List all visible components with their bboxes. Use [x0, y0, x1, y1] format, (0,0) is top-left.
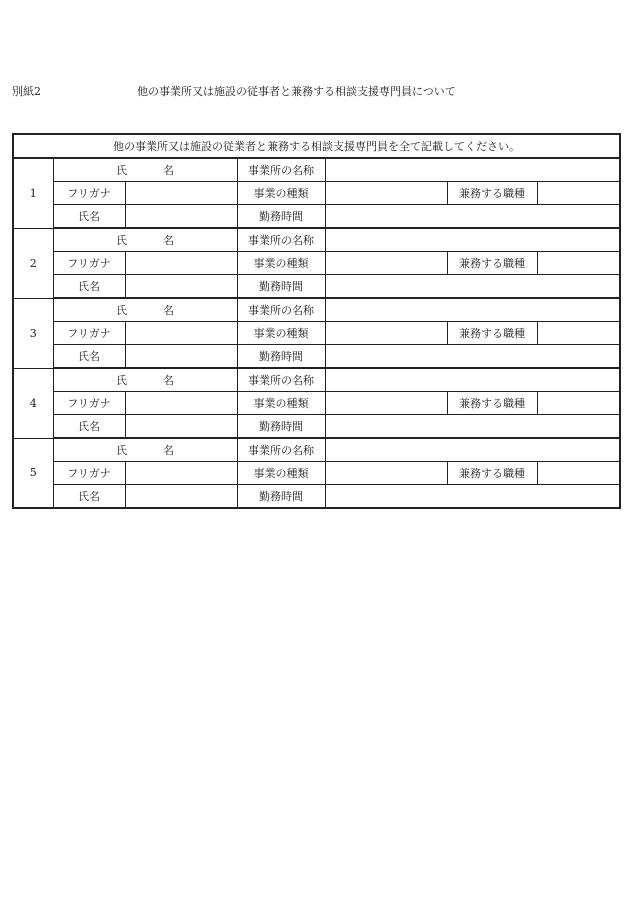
name-header-char-2: 名: [163, 304, 174, 317]
office-name-label: 事業所の名称: [237, 228, 325, 252]
concurrent-job-field[interactable]: [537, 322, 620, 345]
name-header-char-2: 名: [163, 164, 174, 177]
work-hours-label: 勤務時間: [237, 205, 325, 229]
office-name-label: 事業所の名称: [237, 438, 325, 462]
work-hours-field[interactable]: [325, 205, 620, 229]
name-label: 氏名: [53, 275, 125, 299]
concurrent-job-field[interactable]: [537, 252, 620, 275]
table-instruction: 他の事業所又は施設の従業者と兼務する相談支援専門員を全て記載してください。: [13, 134, 620, 158]
name-column-header: [53, 228, 237, 252]
entry-row-name-header: [13, 228, 620, 252]
concurrent-staff-table: [12, 133, 621, 509]
concurrent-job-field[interactable]: [537, 392, 620, 415]
concurrent-job-label: 兼務する職種: [447, 392, 537, 415]
entry-row-name: [13, 205, 620, 229]
business-type-label: 事業の種類: [237, 322, 325, 345]
name-label: 氏名: [53, 205, 125, 229]
furigana-label: フリガナ: [53, 322, 125, 345]
entry-row-name: [13, 345, 620, 369]
entry-row-furigana: [13, 392, 620, 415]
entry-row-furigana: [13, 252, 620, 275]
office-name-field[interactable]: [325, 228, 620, 252]
office-name-label: 事業所の名称: [237, 158, 325, 182]
office-name-label: 事業所の名称: [237, 298, 325, 322]
entry-number: 3: [13, 298, 53, 368]
name-header-char-2: 名: [163, 234, 174, 247]
business-type-field[interactable]: [325, 322, 447, 345]
work-hours-field[interactable]: [325, 485, 620, 509]
name-header-char-2: 名: [163, 374, 174, 387]
name-field[interactable]: [125, 205, 237, 229]
entry-number: 2: [13, 228, 53, 298]
name-header-char-1: 氏: [116, 164, 127, 177]
entry-row-furigana: [13, 322, 620, 345]
entry-row-name-header: [13, 298, 620, 322]
concurrent-job-label: 兼務する職種: [447, 462, 537, 485]
name-label: 氏名: [53, 415, 125, 439]
name-column-header: [53, 158, 237, 182]
entry-row-name-header: [13, 368, 620, 392]
business-type-field[interactable]: [325, 182, 447, 205]
name-header-char-1: 氏: [116, 374, 127, 387]
business-type-label: 事業の種類: [237, 182, 325, 205]
work-hours-label: 勤務時間: [237, 485, 325, 509]
furigana-label: フリガナ: [53, 392, 125, 415]
business-type-label: 事業の種類: [237, 252, 325, 275]
name-column-header: [53, 298, 237, 322]
business-type-field[interactable]: [325, 252, 447, 275]
entry-row-name: [13, 485, 620, 509]
office-name-field[interactable]: [325, 368, 620, 392]
concurrent-job-label: 兼務する職種: [447, 322, 537, 345]
concurrent-job-field[interactable]: [537, 462, 620, 485]
name-header-char-2: 名: [163, 444, 174, 457]
office-name-field[interactable]: [325, 438, 620, 462]
entry-row-name-header: [13, 438, 620, 462]
concurrent-job-label: 兼務する職種: [447, 252, 537, 275]
entry-row-furigana: [13, 462, 620, 485]
entry-row-name: [13, 415, 620, 439]
name-field[interactable]: [125, 485, 237, 509]
furigana-label: フリガナ: [53, 462, 125, 485]
office-name-field[interactable]: [325, 298, 620, 322]
entry-row-name: [13, 275, 620, 299]
furigana-label: フリガナ: [53, 182, 125, 205]
furigana-field[interactable]: [125, 182, 237, 205]
entry-row-name-header: [13, 158, 620, 182]
name-field[interactable]: [125, 345, 237, 369]
name-header-char-1: 氏: [116, 234, 127, 247]
entry-number: 4: [13, 368, 53, 438]
concurrent-job-label: 兼務する職種: [447, 182, 537, 205]
furigana-field[interactable]: [125, 322, 237, 345]
entry-number: 1: [13, 158, 53, 228]
name-column-header: [53, 368, 237, 392]
entry-row-furigana: [13, 182, 620, 205]
business-type-field[interactable]: [325, 462, 447, 485]
office-name-label: 事業所の名称: [237, 368, 325, 392]
furigana-field[interactable]: [125, 462, 237, 485]
name-label: 氏名: [53, 485, 125, 509]
name-label: 氏名: [53, 345, 125, 369]
attachment-label: 別紙2: [12, 85, 41, 98]
work-hours-field[interactable]: [325, 415, 620, 439]
name-column-header: [53, 438, 237, 462]
name-field[interactable]: [125, 415, 237, 439]
entry-number: 5: [13, 438, 53, 508]
work-hours-field[interactable]: [325, 345, 620, 369]
business-type-label: 事業の種類: [237, 392, 325, 415]
business-type-field[interactable]: [325, 392, 447, 415]
office-name-field[interactable]: [325, 158, 620, 182]
furigana-field[interactable]: [125, 392, 237, 415]
furigana-field[interactable]: [125, 252, 237, 275]
name-header-char-1: 氏: [116, 304, 127, 317]
document-title: 他の事業所又は施設の従事者と兼務する相談支援専門員について: [137, 85, 456, 98]
work-hours-field[interactable]: [325, 275, 620, 299]
work-hours-label: 勤務時間: [237, 345, 325, 369]
business-type-label: 事業の種類: [237, 462, 325, 485]
name-field[interactable]: [125, 275, 237, 299]
concurrent-job-field[interactable]: [537, 182, 620, 205]
work-hours-label: 勤務時間: [237, 275, 325, 299]
name-header-char-1: 氏: [116, 444, 127, 457]
furigana-label: フリガナ: [53, 252, 125, 275]
work-hours-label: 勤務時間: [237, 415, 325, 439]
